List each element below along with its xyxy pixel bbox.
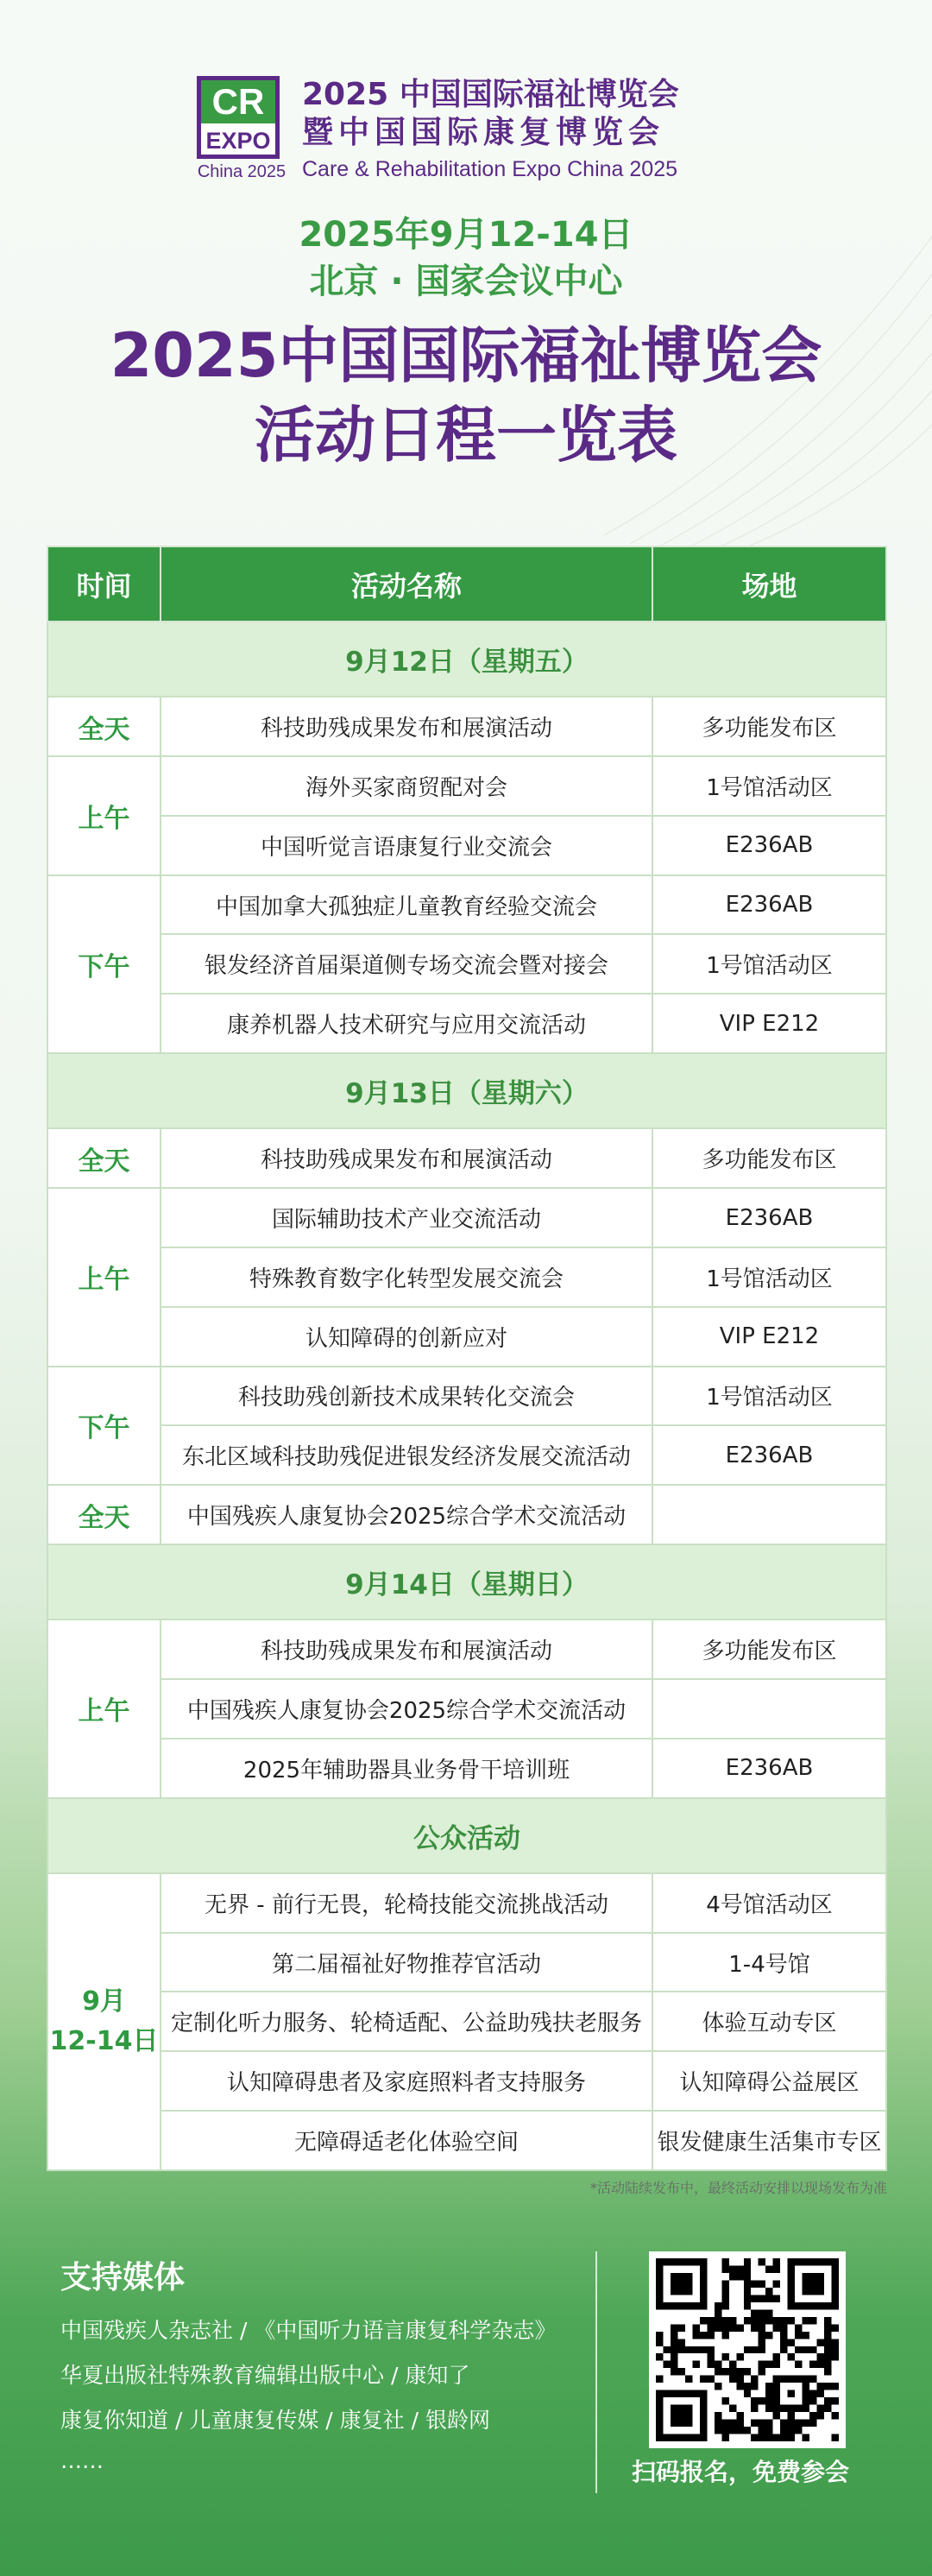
table-row <box>47 1992 886 2051</box>
table-row <box>47 1739 886 1798</box>
event-name: 科技助残成果发布和展演活动 <box>161 697 652 756</box>
event-venue: 多功能发布区 <box>652 1128 886 1188</box>
table-row <box>47 756 886 816</box>
table-row <box>47 1307 886 1367</box>
event-venue: 1号馆活动区 <box>652 1367 886 1426</box>
event-venue: VIP E212 <box>652 994 886 1053</box>
event-name: 2025年辅助器具业务骨干培训班 <box>161 1739 652 1798</box>
schedule-table <box>47 546 887 2171</box>
time-cell <box>47 1367 161 1486</box>
column-header-venue: 场地 <box>652 546 886 622</box>
day-label: 9月13日（星期六） <box>47 1053 886 1128</box>
event-date: 2025年9月12-14日 <box>299 215 633 255</box>
table-row <box>47 1247 886 1307</box>
event-name: 第二届福祉好物推荐官活动 <box>161 1933 652 1992</box>
time-cell <box>47 1485 161 1544</box>
main-title: 2025中国国际福祉博览会 <box>110 320 822 391</box>
footer-divider <box>595 2251 597 2493</box>
time-cell <box>47 756 161 875</box>
table-row <box>47 816 886 875</box>
event-venue: 认知障碍公益展区 <box>652 2051 886 2111</box>
header-title-cn: 2025 中国国际福祉博览会 <box>302 77 679 112</box>
event-venue <box>652 1679 886 1739</box>
day-header-row <box>47 1544 886 1619</box>
event-venue: E236AB <box>652 875 886 935</box>
time-text: 全天 <box>78 714 130 745</box>
time-text: 12-14日 <box>49 2025 159 2056</box>
event-venue: 1-4号馆 <box>652 1933 886 1992</box>
media-line: 中国残疾人杂志社 / 《中国听力语言康复科学杂志》 <box>60 2318 557 2343</box>
day-header-row <box>47 622 886 697</box>
table-row <box>47 1485 886 1544</box>
header-subtitle-cn: 暨中国国际康复博览会 <box>302 115 665 150</box>
event-venue: 多功能发布区 <box>652 697 886 756</box>
event-venue: E236AB <box>652 1739 886 1798</box>
media-line: 康复你知道 / 儿童康复传媒 / 康复社 / 银龄网 <box>60 2408 490 2433</box>
expo-header <box>0 76 932 197</box>
time-cell <box>47 1188 161 1366</box>
event-name: 中国加拿大孤独症儿童教育经验交流会 <box>161 875 652 935</box>
qr-caption: 扫码报名，免费参会 <box>631 2458 849 2486</box>
event-venue: 银发健康生活集市专区 <box>652 2111 886 2170</box>
media-line: 华夏出版社特殊教育编辑出版中心 / 康知了 <box>60 2363 470 2388</box>
event-name: 中国残疾人康复协会2025综合学术交流活动 <box>161 1485 652 1544</box>
event-venue: 4号馆活动区 <box>652 1873 886 1933</box>
column-header-time: 时间 <box>47 546 161 622</box>
time-text: 上午 <box>78 803 130 834</box>
header-title-en: Care & Rehabilitation Expo China 2025 <box>302 157 677 181</box>
event-name: 科技助残成果发布和展演活动 <box>161 1128 652 1188</box>
event-name: 无界 - 前行无畏，轮椅技能交流挑战活动 <box>161 1873 652 1933</box>
schedule-body <box>47 622 886 2170</box>
table-row <box>47 1933 886 1992</box>
time-text: 9月 <box>82 1986 126 2017</box>
time-text: 下午 <box>78 951 130 982</box>
time-text: 全天 <box>78 1146 130 1177</box>
day-header-row <box>47 1053 886 1128</box>
day-label: 公众活动 <box>47 1798 886 1873</box>
event-name: 认知障碍患者及家庭照料者支持服务 <box>161 2051 652 2111</box>
event-venue: 1号馆活动区 <box>652 1247 886 1307</box>
event-venue: VIP E212 <box>652 1307 886 1367</box>
qr-code[interactable] <box>649 2251 846 2448</box>
table-row <box>47 1128 886 1188</box>
qr-code-icon <box>656 2258 839 2441</box>
event-name: 银发经济首届渠道侧专场交流会暨对接会 <box>161 934 652 994</box>
table-row <box>47 2051 886 2111</box>
time-cell <box>47 1128 161 1188</box>
time-cell <box>47 1619 161 1797</box>
column-header-name: 活动名称 <box>161 546 652 622</box>
event-name: 定制化听力服务、轮椅适配、公益助残扶老服务 <box>161 1992 652 2051</box>
event-venue: 1号馆活动区 <box>652 756 886 816</box>
cr-expo-logo <box>197 76 287 186</box>
table-row <box>47 1619 886 1679</box>
table-row <box>47 1367 886 1426</box>
table-row <box>47 697 886 756</box>
event-name: 认知障碍的创新应对 <box>161 1307 652 1367</box>
event-venue: 多功能发布区 <box>652 1619 886 1679</box>
time-text: 下午 <box>78 1413 130 1444</box>
table-row <box>47 1188 886 1247</box>
day-label: 9月14日（星期日） <box>47 1544 886 1619</box>
event-name: 科技助残创新技术成果转化交流会 <box>161 1367 652 1426</box>
time-text: 全天 <box>78 1502 130 1533</box>
event-venue: 1号馆活动区 <box>652 934 886 994</box>
logo-china-text: China 2025 <box>197 162 287 181</box>
day-header-row <box>47 1798 886 1873</box>
event-name: 科技助残成果发布和展演活动 <box>161 1619 652 1679</box>
logo-cr-text: CR <box>201 80 275 123</box>
event-name: 东北区域科技助残促进银发经济发展交流活动 <box>161 1425 652 1485</box>
time-text: 上午 <box>78 1696 130 1727</box>
table-row <box>47 1679 886 1739</box>
time-cell <box>47 697 161 756</box>
table-row <box>47 934 886 994</box>
event-name: 国际辅助技术产业交流活动 <box>161 1188 652 1247</box>
event-venue: 体验互动专区 <box>652 1992 886 2051</box>
table-header-row <box>47 546 886 622</box>
main-subtitle: 活动日程一览表 <box>255 400 677 470</box>
event-name: 无障碍适老化体验空间 <box>161 2111 652 2170</box>
table-row <box>47 994 886 1053</box>
table-row <box>47 1873 886 1933</box>
event-name: 中国听觉言语康复行业交流会 <box>161 816 652 875</box>
time-text: 上午 <box>78 1265 130 1296</box>
media-line: …… <box>60 2448 104 2473</box>
event-name: 康养机器人技术研究与应用交流活动 <box>161 994 652 1053</box>
event-venue: E236AB <box>652 1188 886 1247</box>
event-name: 特殊教育数字化转型发展交流会 <box>161 1247 652 1307</box>
event-venue: 北京 · 国家会议中心 <box>309 262 623 301</box>
table-row <box>47 1425 886 1485</box>
time-cell <box>47 1873 161 2170</box>
event-name: 中国残疾人康复协会2025综合学术交流活动 <box>161 1679 652 1739</box>
time-cell <box>47 875 161 1053</box>
event-venue <box>652 1485 886 1544</box>
logo-box <box>197 76 280 159</box>
media-title: 支持媒体 <box>60 2260 186 2295</box>
footer-section <box>0 2236 932 2576</box>
table-row <box>47 2111 886 2170</box>
table-row <box>47 875 886 935</box>
event-venue: E236AB <box>652 816 886 875</box>
day-label: 9月12日（星期五） <box>47 622 886 697</box>
event-venue: E236AB <box>652 1425 886 1485</box>
footnote: *活动陆续发布中，最终活动安排以现场发布为准 <box>589 2180 887 2196</box>
logo-expo-text: EXPO <box>205 128 271 154</box>
event-name: 海外买家商贸配对会 <box>161 756 652 816</box>
